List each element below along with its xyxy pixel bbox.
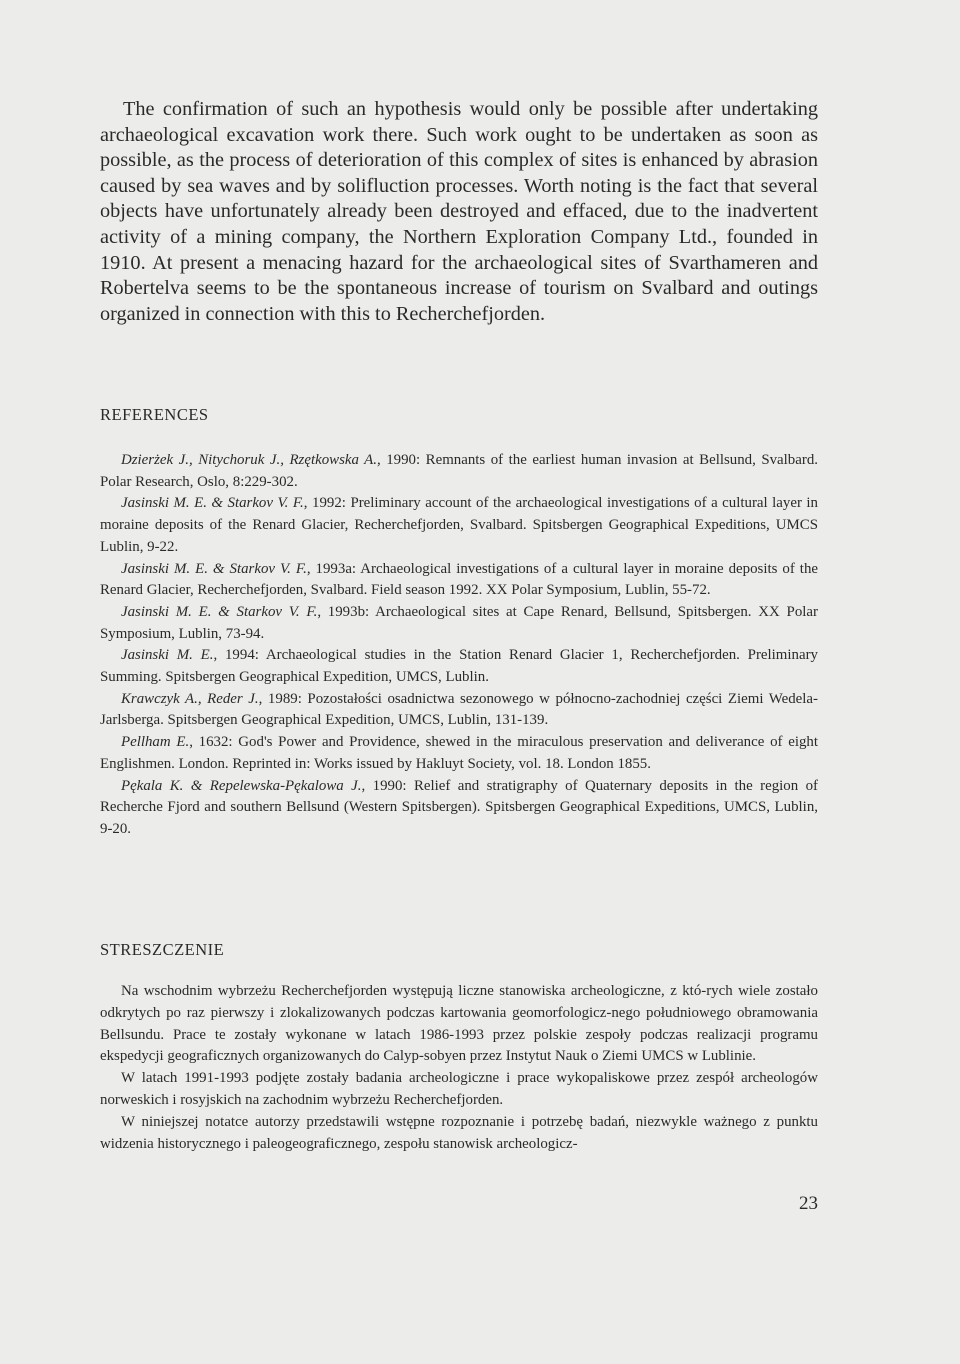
summary-text	[100, 981, 818, 1155]
summary-paragraph: W latach 1991-1993 podjęte zostały badania archeologiczne i prace wykopaliskowe przez zespół archeologów norweskich i rosyjskich na zachodnim wybrzeżu Recherchefjorden.	[100, 1070, 818, 1108]
summary-paragraph: W niniejszej notatce autorzy przedstawili wstępne rozpoznanie i potrzebę badań, niezwykle ważnego z punktu widzenia historycznego i paleogeograficznego, zespołu stanowisk archeologicz-	[100, 1113, 818, 1152]
references-list	[100, 450, 818, 841]
references-heading: REFERENCES	[100, 405, 209, 424]
reference-item: Jasinski M. E. & Starkov V. F., 1993a: Archaeological investigations of a cultural layer in moraine deposits of the Renard Glacier, Recherchefjorden, Svalbard. Field season 1992. XX Polar Symposium, Lublin, 55-72.	[100, 560, 818, 599]
summary-heading: STRESZCZENIE	[100, 940, 225, 959]
summary-paragraph: Na wschodnim wybrzeżu Recherchefjorden występują liczne stanowiska archeologiczne, z któ-rych wiele zostało odkrytych po raz pierwszy i zlokalizowanych podczas kartowania geomorfologicz-nego południowego obramowania Bellsundu. Prace te zostały wykonane w latach 1986-1993 przez polskie zespoły podczas realizacji programu ekspedycji geograficznych organizowanych do Calyp-sobyen przez Instytut Nauk o Ziemi UMCS w Lublinie.	[100, 983, 818, 1065]
body-paragraph: The confirmation of such an hypothesis would only be possible after undertaking archaeological excavation work there. Such work ought to be undertaken as soon as possible, as the process of deterioration of this complex of sites is enhanced by abrasion caused by sea waves and by solifluction processes. Worth noting is the fact that several objects have unfortunately already been destroyed and effaced, due to the inadvertent activity of a mining company, the Northern Exploration Company Ltd., founded in 1910. At present a menacing hazard for the archaeological sites of Svarthameren and Robertelva seems to be the spontaneous increase of tourism on Svalbard and outings organized in connection with this to Recherchefjorden.	[100, 98, 818, 325]
reference-item: Jasinski M. E., 1994: Archaeological studies in the Station Renard Glacier 1, Recherchefjorden. Preliminary Summing. Spitsbergen Geographical Expedition, UMCS, Lublin.	[100, 647, 818, 686]
reference-item: Pękala K. & Repelewska-Pękalowa J., 1990: Relief and stratigraphy of Quaternary deposits in the region of Recherche Fjord and southern Bellsund (Western Spitsbergen). Spitsbergen Geographical Expeditions, UMCS, Lublin, 9-20.	[100, 777, 818, 837]
page-number: 23	[799, 1193, 818, 1214]
reference-item: Dzierżek J., Nitychoruk J., Rzętkowska A., 1990: Remnants of the earliest human invasion at Bellsund, Svalbard. Polar Research, Oslo, 8:229-302.	[100, 452, 818, 490]
body-text	[100, 97, 818, 327]
reference-item: Jasinski M. E. & Starkov V. F., 1992: Preliminary account of the archaeological investigations of a cultural layer in moraine deposits of the Renard Glacier, Recherchefjorden, Svalbard. Spitsbergen Geographical Expeditions, UMCS Lublin, 9-22.	[100, 495, 819, 555]
reference-item: Jasinski M. E. & Starkov V. F., 1993b: Archaeological sites at Cape Renard, Bellsund, Spitsbergen. XX Polar Symposium, Lublin, 73-94.	[100, 603, 818, 642]
reference-item: Pellham E., 1632: God's Power and Providence, shewed in the miraculous preservation and deliverance of eight Englishmen. London. Reprinted in: Works issued by Hakluyt Society, vol. 18. London 1855.	[100, 734, 818, 772]
reference-item: Krawczyk A., Reder J., 1989: Pozostałości osadnictwa sezonowego w północno-zachodniej części Ziemi Wedela-Jarlsberga. Spitsbergen Geographical Expedition, UMCS, Lublin, 131-139.	[100, 690, 818, 729]
